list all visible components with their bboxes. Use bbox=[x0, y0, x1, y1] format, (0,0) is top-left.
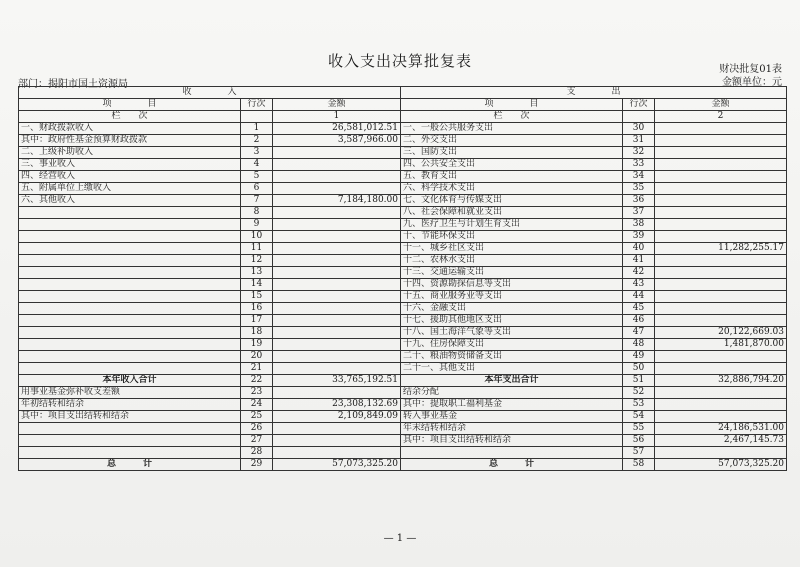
expense-item-cell: 结余分配 bbox=[401, 387, 623, 399]
expense-row-no-cell: 36 bbox=[623, 195, 655, 207]
expense-amount-cell: 57,073,325.20 bbox=[655, 459, 787, 471]
expense-row-no-cell: 39 bbox=[623, 231, 655, 243]
expense-amount-cell bbox=[655, 171, 787, 183]
expense-row-no-cell: 31 bbox=[623, 135, 655, 147]
table-row bbox=[19, 147, 787, 159]
table-header-row bbox=[19, 99, 787, 111]
income-amount-cell bbox=[273, 327, 401, 339]
expense-amount-cell bbox=[655, 411, 787, 423]
table-row bbox=[19, 123, 787, 135]
expense-item-cell: 十九、住房保障支出 bbox=[401, 339, 623, 351]
income-row-no-cell: 17 bbox=[241, 315, 273, 327]
expense-amount-cell bbox=[655, 123, 787, 135]
expense-row-no-header: 行次 bbox=[623, 99, 655, 111]
income-amount-cell bbox=[273, 303, 401, 315]
income-row-no-cell: 23 bbox=[241, 387, 273, 399]
table-row bbox=[19, 171, 787, 183]
expense-row-no-cell: 35 bbox=[623, 183, 655, 195]
table-row bbox=[19, 195, 787, 207]
expense-item-cell: 十七、援助其他地区支出 bbox=[401, 315, 623, 327]
income-row-no-cell: 19 bbox=[241, 339, 273, 351]
income-amount-cell bbox=[273, 315, 401, 327]
income-item-cell: 总 计 bbox=[19, 459, 241, 471]
income-amount-cell bbox=[273, 363, 401, 375]
expense-row-no-cell: 56 bbox=[623, 435, 655, 447]
income-row-no-cell: 22 bbox=[241, 375, 273, 387]
income-item-cell bbox=[19, 267, 241, 279]
expense-item-cell: 六、科学技术支出 bbox=[401, 183, 623, 195]
expense-item-cell bbox=[401, 447, 623, 459]
expense-item-cell: 五、教育支出 bbox=[401, 171, 623, 183]
income-row-no-cell: 6 bbox=[241, 183, 273, 195]
expense-item-header: 项 目 bbox=[401, 99, 623, 111]
table-row bbox=[19, 315, 787, 327]
expense-row-no-cell: 34 bbox=[623, 171, 655, 183]
expense-row-no-cell: 43 bbox=[623, 279, 655, 291]
table-row bbox=[19, 159, 787, 171]
expense-row-no-cell: 47 bbox=[623, 327, 655, 339]
expense-amount-cell bbox=[655, 231, 787, 243]
income-row-no-cell: 3 bbox=[241, 147, 273, 159]
table-row bbox=[19, 375, 787, 387]
table-row bbox=[19, 219, 787, 231]
income-item-cell bbox=[19, 447, 241, 459]
income-amount-cell bbox=[273, 339, 401, 351]
income-row-no-cell: 14 bbox=[241, 279, 273, 291]
income-item-cell: 本年收入合计 bbox=[19, 375, 241, 387]
expense-amount-cell bbox=[655, 135, 787, 147]
table-row bbox=[19, 447, 787, 459]
income-item-cell bbox=[19, 279, 241, 291]
income-item-cell: 二、上级补助收入 bbox=[19, 147, 241, 159]
income-row-no-cell: 27 bbox=[241, 435, 273, 447]
expense-row-no-cell: 55 bbox=[623, 423, 655, 435]
expense-row-no-cell: 49 bbox=[623, 351, 655, 363]
department-label: 部门：揭阳市国土资源局 bbox=[18, 79, 128, 90]
income-amount-header: 金额 bbox=[273, 99, 401, 111]
income-column-label: 栏 次 bbox=[19, 111, 241, 123]
expense-amount-cell bbox=[655, 363, 787, 375]
income-item-cell: 其中：项目支出结转和结余 bbox=[19, 411, 241, 423]
income-amount-cell: 23,308,132.69 bbox=[273, 399, 401, 411]
expense-item-cell: 年末结转和结余 bbox=[401, 423, 623, 435]
income-row-no-cell: 1 bbox=[241, 123, 273, 135]
table-header-row bbox=[19, 87, 787, 99]
income-amount-cell bbox=[273, 243, 401, 255]
expense-item-cell: 十、节能环保支出 bbox=[401, 231, 623, 243]
income-item-cell: 其中：政府性基金预算财政拨款 bbox=[19, 135, 241, 147]
expense-column-number: 2 bbox=[655, 111, 787, 123]
table-row bbox=[19, 135, 787, 147]
income-row-no-cell: 25 bbox=[241, 411, 273, 423]
expense-amount-cell bbox=[655, 315, 787, 327]
income-row-no-cell: 7 bbox=[241, 195, 273, 207]
table-row bbox=[19, 387, 787, 399]
expense-item-cell: 四、公共安全支出 bbox=[401, 159, 623, 171]
expense-item-cell: 其中：提取职工福利基金 bbox=[401, 399, 623, 411]
table-row bbox=[19, 267, 787, 279]
expense-item-cell: 转入事业基金 bbox=[401, 411, 623, 423]
income-amount-cell bbox=[273, 291, 401, 303]
income-item-cell bbox=[19, 435, 241, 447]
income-row-no-header: 行次 bbox=[241, 99, 273, 111]
income-row-no-cell: 8 bbox=[241, 207, 273, 219]
expense-amount-cell bbox=[655, 267, 787, 279]
income-item-cell: 六、其他收入 bbox=[19, 195, 241, 207]
expense-item-cell: 其中：项目支出结转和结余 bbox=[401, 435, 623, 447]
table-row bbox=[19, 303, 787, 315]
expense-row-no-cell: 30 bbox=[623, 123, 655, 135]
expense-amount-cell: 32,886,794.20 bbox=[655, 375, 787, 387]
income-row-no-cell: 12 bbox=[241, 255, 273, 267]
expense-row-no-cell: 46 bbox=[623, 315, 655, 327]
income-amount-cell bbox=[273, 147, 401, 159]
income-item-cell bbox=[19, 207, 241, 219]
income-amount-cell bbox=[273, 231, 401, 243]
income-item-cell: 四、经营收入 bbox=[19, 171, 241, 183]
expense-item-cell: 十三、交通运输支出 bbox=[401, 267, 623, 279]
income-item-cell bbox=[19, 327, 241, 339]
expense-amount-cell bbox=[655, 183, 787, 195]
income-amount-cell bbox=[273, 219, 401, 231]
expense-amount-cell bbox=[655, 147, 787, 159]
income-item-cell bbox=[19, 423, 241, 435]
expense-amount-cell bbox=[655, 219, 787, 231]
income-row-no-cell: 5 bbox=[241, 171, 273, 183]
income-amount-cell bbox=[273, 423, 401, 435]
table-row bbox=[19, 435, 787, 447]
expense-column-label: 栏 次 bbox=[401, 111, 623, 123]
expense-row-no-cell: 42 bbox=[623, 267, 655, 279]
income-row-no-cell: 11 bbox=[241, 243, 273, 255]
income-item-cell: 年初结转和结余 bbox=[19, 399, 241, 411]
income-amount-cell: 33,765,192.51 bbox=[273, 375, 401, 387]
table-row bbox=[19, 411, 787, 423]
expense-item-cell: 七、文化体育与传媒支出 bbox=[401, 195, 623, 207]
table-row bbox=[19, 339, 787, 351]
income-row-no-cell: 13 bbox=[241, 267, 273, 279]
expense-amount-cell bbox=[655, 447, 787, 459]
expense-item-cell: 十一、城乡社区支出 bbox=[401, 243, 623, 255]
income-row-no-cell: 29 bbox=[241, 459, 273, 471]
income-amount-cell: 57,073,325.20 bbox=[273, 459, 401, 471]
expense-amount-cell bbox=[655, 303, 787, 315]
page-title: 收入支出决算批复表 bbox=[327, 52, 472, 70]
table-row bbox=[19, 351, 787, 363]
income-item-cell bbox=[19, 303, 241, 315]
income-column-number: 1 bbox=[273, 111, 401, 123]
expense-row-no-cell: 37 bbox=[623, 207, 655, 219]
expense-amount-cell: 1,481,870.00 bbox=[655, 339, 787, 351]
income-row-no-cell: 24 bbox=[241, 399, 273, 411]
unit-label: 金额单位：元 bbox=[722, 77, 782, 88]
income-header: 收 入 bbox=[19, 87, 401, 99]
expense-amount-cell: 20,122,669.03 bbox=[655, 327, 787, 339]
income-row-no-cell: 9 bbox=[241, 219, 273, 231]
table-row bbox=[19, 363, 787, 375]
expense-amount-header: 金额 bbox=[655, 99, 787, 111]
expense-amount-cell bbox=[655, 195, 787, 207]
expense-item-cell: 十五、商业服务业等支出 bbox=[401, 291, 623, 303]
income-row-no-cell: 26 bbox=[241, 423, 273, 435]
table-row bbox=[19, 459, 787, 471]
income-amount-cell: 3,587,966.00 bbox=[273, 135, 401, 147]
income-amount-cell bbox=[273, 447, 401, 459]
income-item-cell: 用事业基金弥补收支差额 bbox=[19, 387, 241, 399]
income-item-cell: 一、财政拨款收入 bbox=[19, 123, 241, 135]
income-item-cell bbox=[19, 231, 241, 243]
expense-row-no-cell: 33 bbox=[623, 159, 655, 171]
expense-item-cell: 十八、国土海洋气象等支出 bbox=[401, 327, 623, 339]
income-row-no-cell: 18 bbox=[241, 327, 273, 339]
income-amount-cell bbox=[273, 279, 401, 291]
expense-column-blank bbox=[623, 111, 655, 123]
expense-amount-cell bbox=[655, 279, 787, 291]
expense-amount-cell bbox=[655, 159, 787, 171]
expense-item-cell: 本年支出合计 bbox=[401, 375, 623, 387]
income-item-cell bbox=[19, 291, 241, 303]
expense-row-no-cell: 41 bbox=[623, 255, 655, 267]
expense-row-no-cell: 58 bbox=[623, 459, 655, 471]
income-item-header: 项 目 bbox=[19, 99, 241, 111]
expense-amount-cell bbox=[655, 351, 787, 363]
table-column-no-row bbox=[19, 111, 787, 123]
expense-item-cell: 二十、粮油物资储备支出 bbox=[401, 351, 623, 363]
income-row-no-cell: 20 bbox=[241, 351, 273, 363]
expense-item-cell: 一、一般公共服务支出 bbox=[401, 123, 623, 135]
expense-row-no-cell: 53 bbox=[623, 399, 655, 411]
income-row-no-cell: 4 bbox=[241, 159, 273, 171]
expense-row-no-cell: 40 bbox=[623, 243, 655, 255]
income-item-cell bbox=[19, 243, 241, 255]
expense-row-no-cell: 50 bbox=[623, 363, 655, 375]
income-item-cell bbox=[19, 255, 241, 267]
form-code: 财决批复01表 bbox=[719, 64, 782, 75]
income-amount-cell bbox=[273, 159, 401, 171]
expense-amount-cell bbox=[655, 207, 787, 219]
expense-row-no-cell: 38 bbox=[623, 219, 655, 231]
income-amount-cell bbox=[273, 183, 401, 195]
expense-row-no-cell: 45 bbox=[623, 303, 655, 315]
expense-amount-cell bbox=[655, 255, 787, 267]
income-row-no-cell: 16 bbox=[241, 303, 273, 315]
income-item-cell bbox=[19, 339, 241, 351]
expense-item-cell: 十六、金融支出 bbox=[401, 303, 623, 315]
expense-amount-cell: 24,186,531.00 bbox=[655, 423, 787, 435]
income-amount-cell: 26,581,012.51 bbox=[273, 123, 401, 135]
expense-header: 支 出 bbox=[401, 87, 787, 99]
table-row bbox=[19, 255, 787, 267]
expense-item-cell: 十二、农林水支出 bbox=[401, 255, 623, 267]
expense-amount-cell bbox=[655, 387, 787, 399]
table-row bbox=[19, 243, 787, 255]
income-row-no-cell: 10 bbox=[241, 231, 273, 243]
income-amount-cell bbox=[273, 435, 401, 447]
income-amount-cell bbox=[273, 387, 401, 399]
income-amount-cell bbox=[273, 255, 401, 267]
expense-amount-cell bbox=[655, 399, 787, 411]
income-item-cell bbox=[19, 363, 241, 375]
income-row-no-cell: 15 bbox=[241, 291, 273, 303]
expense-item-cell: 总 计 bbox=[401, 459, 623, 471]
expense-row-no-cell: 44 bbox=[623, 291, 655, 303]
expense-amount-cell: 2,467,145.73 bbox=[655, 435, 787, 447]
expense-item-cell: 三、国防支出 bbox=[401, 147, 623, 159]
expense-amount-cell bbox=[655, 291, 787, 303]
expense-row-no-cell: 54 bbox=[623, 411, 655, 423]
table-row bbox=[19, 207, 787, 219]
income-item-cell bbox=[19, 351, 241, 363]
expense-row-no-cell: 57 bbox=[623, 447, 655, 459]
income-amount-cell bbox=[273, 207, 401, 219]
table-row bbox=[19, 279, 787, 291]
report-table-body bbox=[19, 87, 787, 471]
income-item-cell bbox=[19, 315, 241, 327]
income-row-no-cell: 2 bbox=[241, 135, 273, 147]
income-row-no-cell: 21 bbox=[241, 363, 273, 375]
report-table bbox=[18, 86, 787, 471]
table-row bbox=[19, 327, 787, 339]
income-amount-cell bbox=[273, 267, 401, 279]
income-item-cell bbox=[19, 219, 241, 231]
page-number: — 1 — bbox=[383, 533, 417, 544]
income-row-no-cell: 28 bbox=[241, 447, 273, 459]
income-amount-cell bbox=[273, 171, 401, 183]
table-row bbox=[19, 423, 787, 435]
table-row bbox=[19, 291, 787, 303]
income-amount-cell: 7,184,180.00 bbox=[273, 195, 401, 207]
expense-row-no-cell: 52 bbox=[623, 387, 655, 399]
expense-row-no-cell: 32 bbox=[623, 147, 655, 159]
table-row bbox=[19, 399, 787, 411]
income-item-cell: 三、事业收入 bbox=[19, 159, 241, 171]
expense-item-cell: 八、社会保障和就业支出 bbox=[401, 207, 623, 219]
table-row bbox=[19, 231, 787, 243]
expense-item-cell: 二、外交支出 bbox=[401, 135, 623, 147]
expense-row-no-cell: 51 bbox=[623, 375, 655, 387]
expense-amount-cell: 11,282,255.17 bbox=[655, 243, 787, 255]
table-row bbox=[19, 183, 787, 195]
expense-item-cell: 九、医疗卫生与计划生育支出 bbox=[401, 219, 623, 231]
expense-row-no-cell: 48 bbox=[623, 339, 655, 351]
income-item-cell: 五、附属单位上缴收入 bbox=[19, 183, 241, 195]
income-amount-cell bbox=[273, 351, 401, 363]
expense-item-cell: 十四、资源勘探信息等支出 bbox=[401, 279, 623, 291]
income-column-blank bbox=[241, 111, 273, 123]
income-amount-cell: 2,109,849.09 bbox=[273, 411, 401, 423]
expense-item-cell: 二十一、其他支出 bbox=[401, 363, 623, 375]
